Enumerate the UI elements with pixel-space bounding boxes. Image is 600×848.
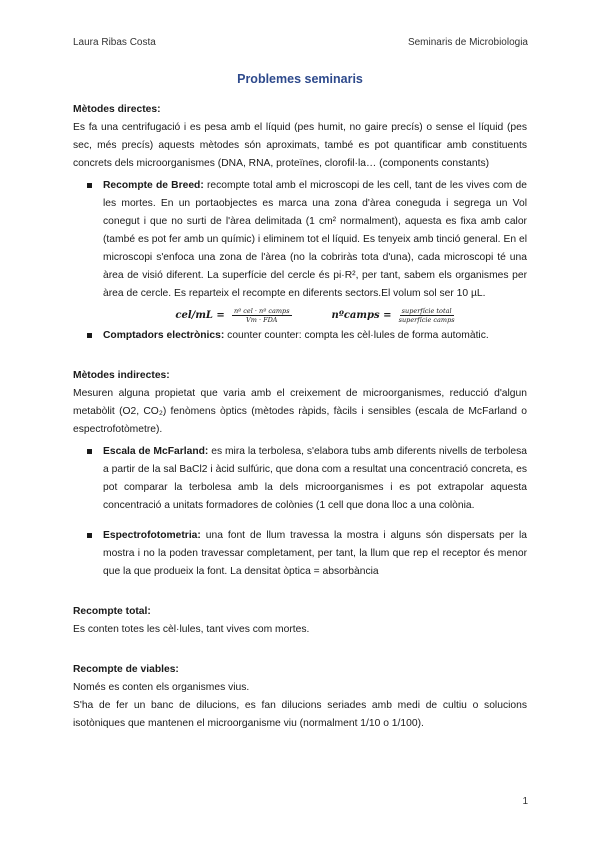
formula-num-camps-lhs: nºcamps = [331,310,392,321]
list-directes [73,177,527,345]
paragraph-recompte-total: Es conten totes les cèl·lules, tant vives com mortes. [73,624,310,635]
formula-num-camps-denominator: superfície camps [398,316,455,324]
paragraph-indirectes-intro: Mesuren alguna propietat que varia amb el creixement de microorganismes, reducció d'algun metabòlit (O2, CO₂) fenòmens òptics (mètodes ràpids, fàcils i sensibles (escala de McFarland o espectrofotòmetre). [73,388,527,435]
term-comptadors: Comptadors electrònics: [103,330,225,341]
paragraph-directes-intro: Es fa una centrifugació i es pesa amb el líquid (pes humit, no gaire precís) o sense el líquid (pes sec, més precís) aquests mètodes són aproximats, també es pot quantificar amb constituents concrets dels microorganismes (DNA, RNA, proteïnes, clorofil·la… (components constants) [73,122,527,169]
bullet-icon [87,333,92,338]
text-breed: recompte total amb el microscopi de les cell, tant de les vives com de les mortes. En un portaobjectes es marca una zona d'àrea coneguda i segrega un Vol conegut i que no surti de l'àrea delimitada (1 cm² normalment), aquesta es fixa amb calor (també es pot fer amb un químic) i eliminem tot el líquid. Es tenyeix amb tinció general. En el microscopi s'enfoca una zona de l'àrea (no la cobriràs tota d'una), cada microscopi té una àrea de visió diferent. La superfície del cercle és pi·R², per tant, sabem els organismes per àrea de cercle. Es reparteix el recompte en diferents sectors.El volum sol ser 10 µL. [103,180,527,299]
heading-metodes-directes: Mètodes directes: [73,104,161,115]
heading-recompte-total: Recompte total: [73,606,151,617]
list-item-espectrofotometria [73,527,527,581]
formula-row [103,305,527,327]
header-course: Seminaris de Microbiologia [407,37,528,48]
term-breed: Recompte de Breed: [103,180,204,191]
text-comptadors: counter counter: compta les cèl·lules de forma automàtic. [224,330,489,341]
heading-recompte-viables: Recompte de viables: [73,664,179,675]
list-item-comptadors [73,327,527,345]
formula-cel-ml-denominator: Vm · FDA [246,316,278,324]
text-espectrofotometria: una font de llum travessa la mostra i alguns són dispersats per la mostra i no la poden travessar completament, per tant, la llum que rep el receptor és menor que la que produeix la font. La densitat òptica = absorbància [103,530,527,577]
list-item-breed [73,177,527,327]
document-body [73,101,527,733]
page-number: 1 [522,796,528,807]
bullet-icon [87,183,92,188]
header-author: Laura Ribas Costa [73,37,156,48]
list-item-mcfarland [73,443,527,515]
paragraph-viables-1: Només es conten els organismes vius. [73,682,250,693]
term-espectrofotometria: Espectrofotometria: [103,530,201,541]
term-mcfarland: Escala de McFarland: [103,446,209,457]
formula-cel-ml-lhs: cel/mL = [175,310,225,321]
formula-cel-ml-numerator: nº cel · nº camps [233,307,290,315]
text-mcfarland: es mira la terbolesa, s'elabora tubs amb diferents nivells de terbolesa a partir de la sal BaCl2 i àcid sulfúric, que dona com a resultat una concentració concreta, es pot comparar la terbolesa amb la dels microorganismes i es pot extrapolar aquesta concentració a unitats formadores de colònies (1 cell que dona lloc a una colònia. [103,446,528,511]
formula-num-camps [332,307,455,325]
page-title: Problemes seminaris [237,72,363,86]
bullet-icon [87,533,92,538]
formula-num-camps-fraction [399,307,455,324]
formula-cel-ml [175,307,291,325]
formula-cel-ml-fraction [232,307,292,324]
bullet-icon [87,449,92,454]
list-indirectes [73,443,527,581]
paragraph-viables-2: S'ha de fer un banc de dilucions, es fan dilucions seriades amb medi de cultiu o solucions isotòniques que mantenen el microorganisme viu (normalment 1/10 o 1/100). [73,700,527,729]
heading-metodes-indirectes: Mètodes indirectes: [73,370,170,381]
formula-num-camps-numerator: superfície total [401,307,452,315]
